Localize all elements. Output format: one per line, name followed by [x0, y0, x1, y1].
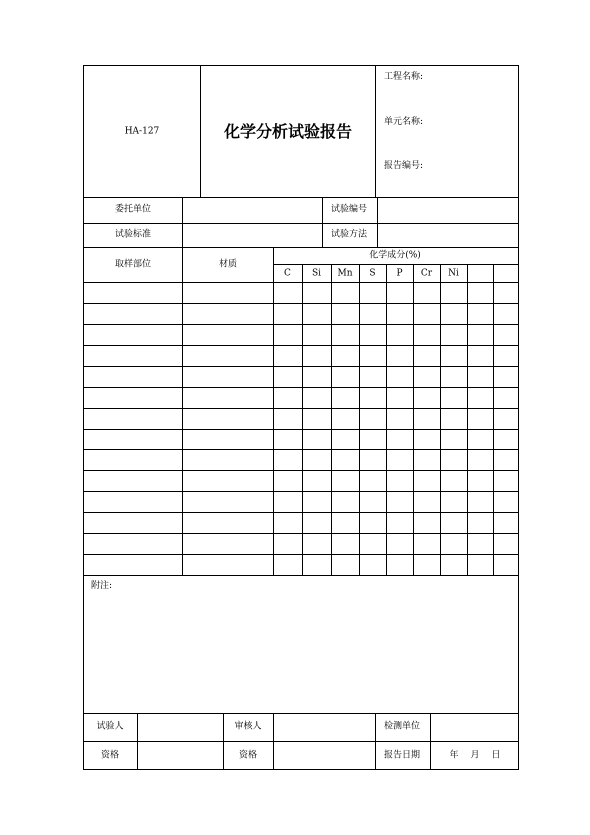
table-cell[interactable] — [85, 283, 182, 303]
table-cell[interactable] — [360, 430, 386, 450]
table-cell[interactable] — [332, 450, 359, 470]
table-cell[interactable] — [274, 283, 302, 303]
table-cell[interactable] — [183, 325, 273, 345]
unit-name-label: 单元名称: — [384, 117, 424, 127]
table-cell[interactable] — [441, 325, 467, 345]
table-row — [84, 366, 518, 387]
table-cell[interactable] — [360, 555, 386, 575]
table-cell[interactable] — [360, 325, 386, 345]
table-cell[interactable] — [303, 388, 331, 408]
divider — [322, 197, 323, 247]
table-cell[interactable] — [183, 283, 273, 303]
table-cell[interactable] — [387, 304, 413, 324]
table-row — [84, 491, 518, 512]
table-cell[interactable] — [332, 430, 359, 450]
table-cell[interactable] — [85, 346, 182, 366]
table-cell[interactable] — [303, 534, 331, 554]
table-cell[interactable] — [441, 492, 467, 512]
date-day-label: 日 — [491, 750, 501, 761]
table-cell[interactable] — [332, 409, 359, 429]
table-cell[interactable] — [360, 513, 386, 533]
divider — [200, 66, 201, 197]
table-cell[interactable] — [303, 304, 331, 324]
table-cell[interactable] — [274, 513, 302, 533]
table-cell[interactable] — [183, 534, 273, 554]
table-cell[interactable] — [360, 409, 386, 429]
table-cell[interactable] — [441, 534, 467, 554]
table-cell[interactable] — [414, 325, 440, 345]
element-header: Cr — [420, 268, 433, 279]
table-cell[interactable] — [274, 555, 302, 575]
table-cell[interactable] — [441, 346, 467, 366]
table-cell[interactable] — [332, 513, 359, 533]
table-cell[interactable] — [360, 534, 386, 554]
table-cell[interactable] — [414, 450, 440, 470]
method-field[interactable] — [378, 224, 518, 247]
qualification-label: 资格 — [238, 750, 258, 761]
table-cell[interactable] — [183, 450, 273, 470]
table-cell[interactable] — [387, 450, 413, 470]
table-cell[interactable] — [387, 471, 413, 491]
report-no-label: 报告编号: — [384, 161, 424, 171]
table-cell[interactable] — [360, 304, 386, 324]
table-cell[interactable] — [303, 325, 331, 345]
table-cell[interactable] — [441, 283, 467, 303]
table-cell[interactable] — [414, 283, 440, 303]
table-cell[interactable] — [494, 471, 518, 491]
table-cell[interactable] — [274, 471, 302, 491]
divider — [223, 713, 224, 770]
table-cell[interactable] — [85, 492, 182, 512]
table-cell[interactable] — [468, 304, 493, 324]
test-unit-field[interactable] — [431, 714, 518, 741]
table-cell[interactable] — [414, 492, 440, 512]
table-cell[interactable] — [468, 534, 493, 554]
table-cell[interactable] — [468, 325, 493, 345]
table-cell[interactable] — [468, 388, 493, 408]
table-cell[interactable] — [468, 430, 493, 450]
table-cell[interactable] — [468, 367, 493, 387]
table-cell[interactable] — [414, 555, 440, 575]
table-cell[interactable] — [414, 304, 440, 324]
table-cell[interactable] — [360, 367, 386, 387]
element-header: S — [369, 268, 376, 279]
table-cell[interactable] — [303, 492, 331, 512]
material-label: 材质 — [218, 259, 238, 270]
standard-field[interactable] — [183, 224, 322, 247]
table-cell[interactable] — [183, 346, 273, 366]
reviewer-qualification-field[interactable] — [274, 742, 375, 770]
table-cell[interactable] — [360, 450, 386, 470]
table-cell[interactable] — [414, 471, 440, 491]
element-header: Si — [311, 268, 322, 279]
table-cell[interactable] — [441, 555, 467, 575]
date-year-label: 年 — [449, 750, 459, 761]
table-cell[interactable] — [274, 346, 302, 366]
table-cell[interactable] — [85, 513, 182, 533]
standard-label: 试验标准 — [114, 229, 152, 240]
divider — [273, 264, 518, 265]
client-label: 委托单位 — [114, 204, 152, 215]
element-header: Ni — [448, 268, 459, 279]
page-title: 化学分析试验报告 — [223, 122, 353, 141]
test-no-label: 试验编号 — [330, 204, 368, 215]
table-row — [84, 303, 518, 324]
table-cell[interactable] — [494, 283, 518, 303]
table-cell[interactable] — [494, 409, 518, 429]
table-row — [84, 470, 518, 491]
table-cell[interactable] — [494, 555, 518, 575]
table-cell[interactable] — [387, 367, 413, 387]
test-unit-label: 检测单位 — [383, 721, 421, 732]
table-cell[interactable] — [332, 534, 359, 554]
table-cell[interactable] — [183, 471, 273, 491]
table-cell[interactable] — [468, 513, 493, 533]
table-cell[interactable] — [387, 555, 413, 575]
table-row — [84, 449, 518, 470]
table-cell[interactable] — [494, 346, 518, 366]
reviewer-field[interactable] — [274, 714, 375, 741]
table-cell[interactable] — [303, 450, 331, 470]
table-cell[interactable] — [387, 534, 413, 554]
table-cell[interactable] — [468, 555, 493, 575]
table-cell[interactable] — [303, 555, 331, 575]
table-cell[interactable] — [274, 304, 302, 324]
table-cell[interactable] — [468, 471, 493, 491]
table-cell[interactable] — [332, 471, 359, 491]
table-cell[interactable] — [387, 346, 413, 366]
table-cell[interactable] — [274, 325, 302, 345]
table-cell[interactable] — [274, 388, 302, 408]
tester-label: 试验人 — [96, 721, 124, 732]
table-cell[interactable] — [387, 283, 413, 303]
table-cell[interactable] — [85, 388, 182, 408]
table-cell[interactable] — [494, 534, 518, 554]
table-cell[interactable] — [332, 325, 359, 345]
table-cell[interactable] — [414, 388, 440, 408]
table-row — [84, 345, 518, 366]
table-cell[interactable] — [494, 367, 518, 387]
table-cell[interactable] — [183, 513, 273, 533]
table-cell[interactable] — [332, 304, 359, 324]
table-cell[interactable] — [414, 534, 440, 554]
table-cell[interactable] — [332, 388, 359, 408]
method-label: 试验方法 — [330, 229, 368, 240]
table-row — [84, 387, 518, 408]
table-cell[interactable] — [85, 409, 182, 429]
report-date-label: 报告日期 — [383, 750, 421, 761]
table-cell[interactable] — [274, 430, 302, 450]
table-cell[interactable] — [303, 471, 331, 491]
table-cell[interactable] — [274, 367, 302, 387]
table-row — [84, 408, 518, 429]
test-no-field[interactable] — [378, 198, 518, 223]
table-row — [84, 533, 518, 554]
table-cell[interactable] — [85, 534, 182, 554]
table-cell[interactable] — [332, 346, 359, 366]
table-cell[interactable] — [468, 409, 493, 429]
table-cell[interactable] — [303, 513, 331, 533]
element-header: P — [396, 268, 403, 279]
table-cell[interactable] — [387, 409, 413, 429]
table-cell[interactable] — [85, 471, 182, 491]
table-cell[interactable] — [494, 513, 518, 533]
table-cell[interactable] — [183, 388, 273, 408]
table-cell[interactable] — [441, 471, 467, 491]
table-cell[interactable] — [85, 450, 182, 470]
table-cell[interactable] — [274, 534, 302, 554]
table-cell[interactable] — [183, 430, 273, 450]
table-cell[interactable] — [303, 367, 331, 387]
table-cell[interactable] — [332, 283, 359, 303]
table-cell[interactable] — [387, 492, 413, 512]
table-cell[interactable] — [387, 513, 413, 533]
table-cell[interactable] — [274, 409, 302, 429]
table-cell[interactable] — [441, 388, 467, 408]
element-header: Mn — [337, 268, 353, 279]
table-row — [84, 429, 518, 450]
table-cell[interactable] — [360, 492, 386, 512]
notes-label: 附注: — [91, 581, 113, 591]
table-cell[interactable] — [303, 283, 331, 303]
table-cell[interactable] — [183, 555, 273, 575]
table-cell[interactable] — [360, 283, 386, 303]
tester-field[interactable] — [138, 714, 223, 741]
divider — [84, 575, 518, 576]
table-cell[interactable] — [494, 492, 518, 512]
divider — [375, 66, 376, 197]
table-cell[interactable] — [183, 492, 273, 512]
client-field[interactable] — [183, 198, 322, 223]
table-cell[interactable] — [468, 283, 493, 303]
table-cell[interactable] — [303, 430, 331, 450]
table-row — [84, 512, 518, 533]
form-code: HA-127 — [124, 126, 160, 137]
table-cell[interactable] — [332, 555, 359, 575]
date-month-label: 月 — [470, 750, 480, 761]
table-cell[interactable] — [414, 513, 440, 533]
table-cell[interactable] — [414, 346, 440, 366]
table-cell[interactable] — [303, 409, 331, 429]
table-cell[interactable] — [468, 450, 493, 470]
table-cell[interactable] — [494, 430, 518, 450]
table-cell[interactable] — [332, 367, 359, 387]
table-cell[interactable] — [468, 346, 493, 366]
table-cell[interactable] — [441, 367, 467, 387]
tester-qualification-field[interactable] — [138, 742, 223, 770]
table-cell[interactable] — [387, 430, 413, 450]
table-cell[interactable] — [274, 450, 302, 470]
qualification-label: 资格 — [100, 750, 120, 761]
table-cell[interactable] — [387, 388, 413, 408]
table-cell[interactable] — [85, 304, 182, 324]
table-cell[interactable] — [85, 325, 182, 345]
table-cell[interactable] — [183, 367, 273, 387]
reviewer-label: 审核人 — [234, 721, 262, 732]
table-cell[interactable] — [441, 450, 467, 470]
table-cell[interactable] — [85, 555, 182, 575]
table-cell[interactable] — [183, 409, 273, 429]
table-cell[interactable] — [414, 367, 440, 387]
table-cell[interactable] — [360, 346, 386, 366]
table-cell[interactable] — [414, 430, 440, 450]
table-cell[interactable] — [441, 430, 467, 450]
table-cell[interactable] — [494, 325, 518, 345]
table-cell[interactable] — [441, 513, 467, 533]
table-cell[interactable] — [494, 450, 518, 470]
table-cell[interactable] — [468, 492, 493, 512]
composition-label: 化学成分(%) — [369, 250, 421, 261]
table-cell[interactable] — [441, 409, 467, 429]
table-cell[interactable] — [414, 409, 440, 429]
table-cell[interactable] — [360, 388, 386, 408]
divider — [84, 247, 518, 248]
table-cell[interactable] — [85, 367, 182, 387]
table-cell[interactable] — [274, 492, 302, 512]
project-name-label: 工程名称: — [384, 72, 424, 82]
table-row — [84, 554, 518, 575]
notes-field[interactable] — [84, 596, 518, 712]
table-row — [84, 282, 518, 303]
element-header: C — [284, 268, 291, 279]
table-cell[interactable] — [183, 304, 273, 324]
table-cell[interactable] — [85, 430, 182, 450]
table-cell[interactable] — [303, 346, 331, 366]
table-cell[interactable] — [441, 304, 467, 324]
sampling-label: 取样部位 — [114, 259, 152, 270]
report-form — [83, 65, 519, 770]
table-cell[interactable] — [387, 325, 413, 345]
table-cell[interactable] — [332, 492, 359, 512]
divider — [375, 713, 376, 770]
table-cell[interactable] — [494, 304, 518, 324]
table-row — [84, 324, 518, 345]
table-cell[interactable] — [360, 471, 386, 491]
table-cell[interactable] — [494, 388, 518, 408]
